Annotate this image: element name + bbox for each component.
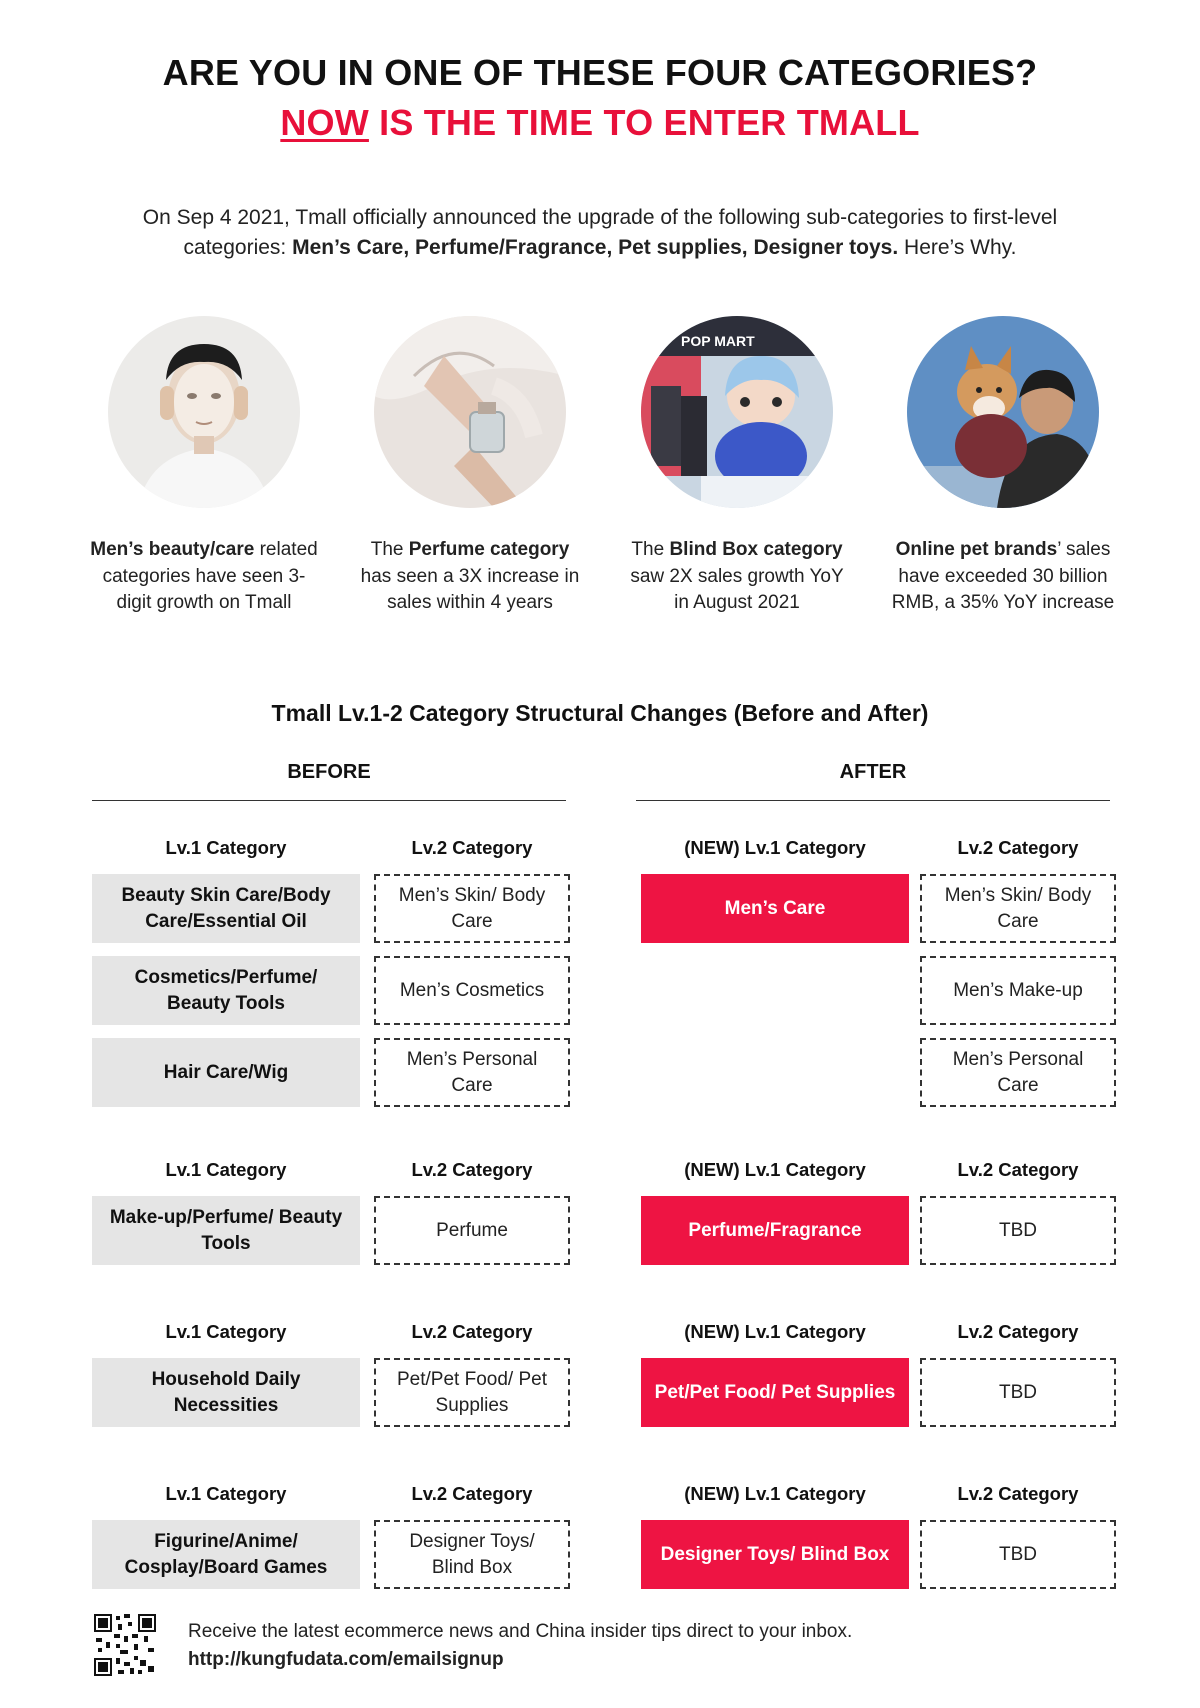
- after-lv2-cell: TBD: [920, 1358, 1116, 1427]
- before-lv1-cell: Cosmetics/Perfume/ Beauty Tools: [92, 956, 360, 1025]
- before-lv2-cell: Men’s Skin/ Body Care: [374, 874, 570, 943]
- before-lv1-cell: Figurine/Anime/ Cosplay/Board Games: [92, 1520, 360, 1589]
- after-new-lv1-cell: Men’s Care: [641, 874, 909, 943]
- after-lv2-cell: TBD: [920, 1520, 1116, 1589]
- footer-text: Receive the latest ecommerce news and China insider tips direct to your inbox.: [188, 1621, 853, 1642]
- perfume-bottle-photo-icon: [374, 316, 566, 508]
- woman-with-shiba-dog-photo-icon: [907, 316, 1099, 508]
- main-title: ARE YOU IN ONE OF THESE FOUR CATEGORIES?: [162, 52, 1038, 93]
- intro-text-end: Here’s Why.: [898, 236, 1017, 259]
- feature-caption-mens-care: Men’s beauty/care related categories have seen 3-digit growth on Tmall: [90, 539, 318, 613]
- feature-caption-perfume: The Perfume category has seen a 3X increase in sales within 4 years: [360, 539, 580, 613]
- now-emphasis: NOW: [280, 102, 369, 143]
- after-divider: [636, 800, 1110, 801]
- sub-title-rest: IS THE TIME TO ENTER TMALL: [368, 102, 920, 143]
- before-lv2-cell: Designer Toys/ Blind Box: [374, 1520, 570, 1589]
- before-lv1-cell: Beauty Skin Care/Body Care/Essential Oil: [92, 874, 360, 943]
- sub-title: [0, 102, 1200, 144]
- lv2-category-header: Lv.2 Category: [411, 837, 533, 858]
- after-lv2-cell: Men’s Personal Care: [920, 1038, 1116, 1107]
- lv1-category-header: Lv.1 Category: [165, 1159, 287, 1180]
- before-lv2-cell: Pet/Pet Food/ Pet Supplies: [374, 1358, 570, 1427]
- after-new-lv1-cell: Pet/Pet Food/ Pet Supplies: [641, 1358, 909, 1427]
- before-lv2-cell: Perfume: [374, 1196, 570, 1265]
- intro-text: On Sep 4 2021, Tmall officially announced the upgrade of the following sub-categories to first-level categories:: [142, 206, 1058, 259]
- qr-code-icon[interactable]: [94, 1614, 156, 1676]
- before-divider: [92, 800, 566, 801]
- before-lv2-cell: Men’s Cosmetics: [374, 956, 570, 1025]
- new-lv1-category-header: (NEW) Lv.1 Category: [684, 1159, 866, 1180]
- face-mask-photo-icon: [108, 316, 300, 508]
- pop-mart-blind-box-photo-icon: [641, 316, 833, 508]
- intro-bold-categories: Men’s Care, Perfume/Fragrance, Pet supplies, Designer toys.: [292, 236, 899, 259]
- after-label: AFTER: [839, 761, 907, 783]
- after-lv2-category-header: Lv.2 Category: [957, 1483, 1079, 1504]
- section-title: Tmall Lv.1-2 Category Structural Changes (Before and After): [271, 700, 929, 726]
- after-lv2-category-header: Lv.2 Category: [957, 1321, 1079, 1342]
- intro-paragraph: [100, 203, 1100, 263]
- new-lv1-category-header: (NEW) Lv.1 Category: [684, 1483, 866, 1504]
- lv1-category-header: Lv.1 Category: [165, 837, 287, 858]
- after-lv2-category-header: Lv.2 Category: [957, 837, 1079, 858]
- lv1-category-header: Lv.1 Category: [165, 1483, 287, 1504]
- lv1-category-header: Lv.1 Category: [165, 1321, 287, 1342]
- lv2-category-header: Lv.2 Category: [411, 1159, 533, 1180]
- before-lv1-cell: Make-up/Perfume/ Beauty Tools: [92, 1196, 360, 1265]
- feature-caption-pet: Online pet brands’ sales have exceeded 30 billion RMB, a 35% YoY increase: [891, 539, 1115, 613]
- before-label: BEFORE: [287, 761, 371, 783]
- lv2-category-header: Lv.2 Category: [411, 1483, 533, 1504]
- after-lv2-cell: Men’s Skin/ Body Care: [920, 874, 1116, 943]
- after-lv2-category-header: Lv.2 Category: [957, 1159, 1079, 1180]
- svg-text:POP MART: POP MART: [681, 333, 755, 349]
- after-new-lv1-cell: Perfume/Fragrance: [641, 1196, 909, 1265]
- new-lv1-category-header: (NEW) Lv.1 Category: [684, 837, 866, 858]
- before-lv1-cell: Hair Care/Wig: [92, 1038, 360, 1107]
- lv2-category-header: Lv.2 Category: [411, 1321, 533, 1342]
- before-lv2-cell: Men’s Personal Care: [374, 1038, 570, 1107]
- after-new-lv1-cell: Designer Toys/ Blind Box: [641, 1520, 909, 1589]
- footer-newsletter: [188, 1618, 852, 1674]
- new-lv1-category-header: (NEW) Lv.1 Category: [684, 1321, 866, 1342]
- after-lv2-cell: TBD: [920, 1196, 1116, 1265]
- feature-caption-blind-box: The Blind Box category saw 2X sales growth YoY in August 2021: [630, 539, 844, 613]
- before-lv1-cell: Household Daily Necessities: [92, 1358, 360, 1427]
- signup-link[interactable]: http://kungfudata.com/emailsignup: [188, 1649, 504, 1670]
- after-lv2-cell: Men’s Make-up: [920, 956, 1116, 1025]
